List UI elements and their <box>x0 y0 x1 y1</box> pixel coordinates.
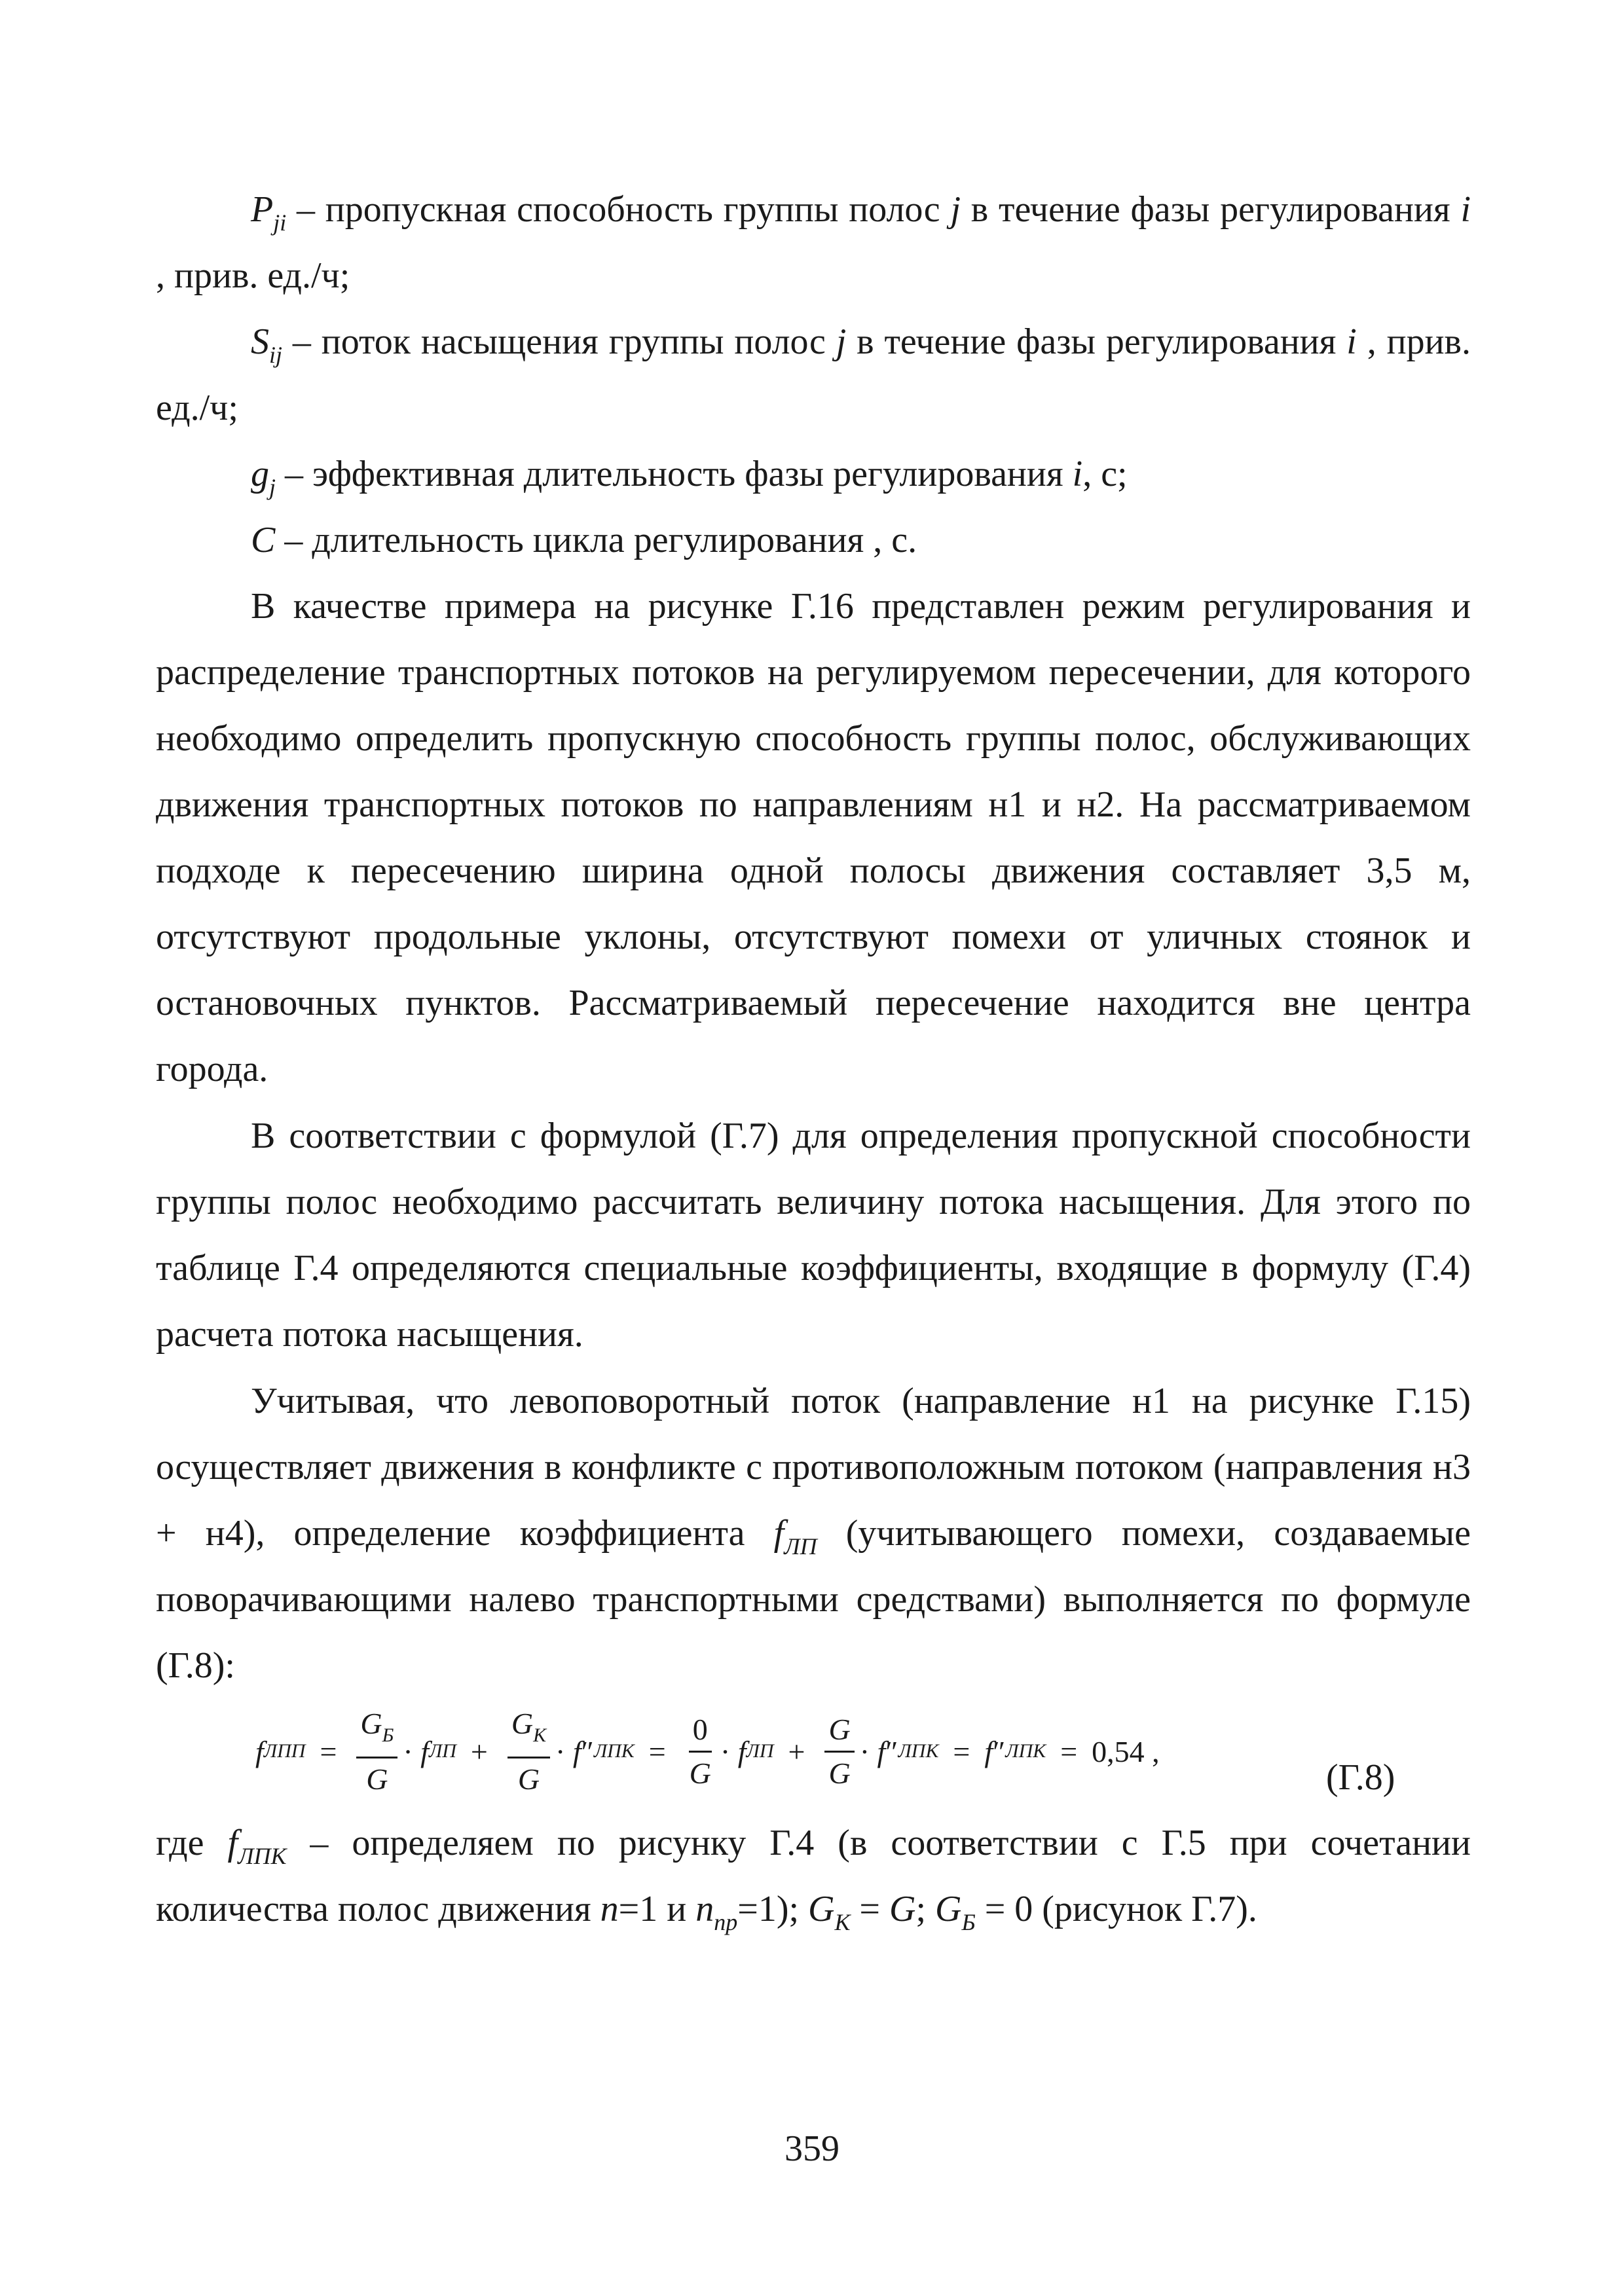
formula-prime: ″ <box>993 1734 1006 1768</box>
symbol-n-subscript: пр <box>714 1909 738 1935</box>
symbol-g: G <box>935 1889 962 1929</box>
paragraph-text: Учитывая, что левоповоротный поток (направление н1 на рисунке Г.15) осуществляет движения в конфликте с противоположным потоком (направления н3 + н4), определение коэффициента <box>156 1381 1471 1554</box>
formula-result: 0,54 <box>1092 1734 1145 1768</box>
formula-subscript: К <box>533 1724 547 1746</box>
formula-g8 <box>255 1692 1447 1810</box>
formula-operator: = <box>1060 1734 1078 1768</box>
symbol-n: n <box>695 1889 714 1929</box>
symbol-f-subscript: ЛП <box>784 1533 817 1559</box>
formula-g: G <box>828 1712 851 1746</box>
definition-text: , с; <box>1082 454 1128 494</box>
fraction-0-g <box>686 1713 715 1791</box>
definition-text: – пропускная способность группы полос <box>286 189 951 230</box>
formula-g: G <box>366 1762 388 1796</box>
paragraph-text: В качестве примера на рисунке Г.16 представлен режим регулирования и распределение транспортных потоков на регулируемом пересечении, для которого необходимо определить пропускную способность группы полос, обслуживающих движения транспортных потоков по направлениям н1 и н2. На рассматриваемом подходе к пересечению ширина одной полосы движения составляет 3,5 м, отсутствуют продольные уклоны, отсутствуют помехи от уличных стоянок и остановочных пунктов. Рассматриваемый пересечение находится вне центра города. <box>156 586 1471 1089</box>
formula-operator: · <box>403 1734 413 1768</box>
symbol-i: i <box>1072 454 1083 494</box>
formula-f: f <box>737 1734 747 1768</box>
fraction-g-g <box>824 1713 854 1791</box>
formula-operator: + <box>788 1734 805 1768</box>
symbol-f: f <box>773 1513 784 1554</box>
definition-sij <box>156 309 1471 441</box>
paragraph-text: = 0 (рисунок Г.7). <box>975 1889 1257 1929</box>
symbol-i: i <box>1460 189 1471 230</box>
symbol-g: G <box>889 1889 916 1929</box>
formula-operator: · <box>859 1734 870 1768</box>
definition-text: в течение фазы регулирования <box>961 189 1461 230</box>
formula-f: f <box>255 1734 264 1768</box>
symbol-g-subscript: Б <box>961 1909 976 1935</box>
symbol-j: j <box>950 189 961 230</box>
definition-text: , прив. ед./ч; <box>156 321 1471 428</box>
formula-subscript: ЛПК <box>1005 1740 1046 1762</box>
paragraph-text: =1 и <box>618 1889 696 1929</box>
paragraph-example <box>156 574 1471 1102</box>
symbol-i: i <box>1346 321 1357 362</box>
formula-operator: = <box>648 1734 666 1768</box>
fraction-gk-g <box>507 1707 550 1796</box>
definition-pji <box>156 177 1471 309</box>
symbol-p-subscript: ji <box>273 210 287 236</box>
paragraph-text: = <box>850 1889 889 1929</box>
formula-g: G <box>360 1706 382 1740</box>
paragraph-formula-g7 <box>156 1103 1471 1368</box>
formula-f: f <box>877 1734 886 1768</box>
paragraph-text: ; <box>915 1889 935 1929</box>
formula-operator: + <box>470 1734 488 1768</box>
definition-gj <box>156 441 1471 507</box>
symbol-n: n <box>600 1889 619 1929</box>
definition-text: – длительность цикла регулирования , с. <box>275 520 917 560</box>
formula-zero: 0 <box>689 1713 712 1753</box>
formula-f: f <box>572 1734 581 1768</box>
symbol-g-subscript: К <box>834 1909 851 1935</box>
formula-g: G <box>517 1762 540 1796</box>
paragraph-text: где <box>156 1823 228 1863</box>
symbol-g: g <box>251 454 269 494</box>
formula-f: f <box>984 1734 993 1768</box>
formula-operator: · <box>555 1734 566 1768</box>
formula-g: G <box>511 1706 534 1740</box>
definition-text: , прив. ед./ч; <box>156 255 350 296</box>
formula-subscript: ЛПК <box>593 1740 635 1762</box>
formula-subscript: ЛПК <box>898 1740 939 1762</box>
formula-operator: = <box>320 1734 337 1768</box>
symbol-f-subscript: ЛПК <box>238 1843 287 1869</box>
formula-operator: = <box>953 1734 970 1768</box>
formula-g: G <box>828 1756 851 1790</box>
symbol-j: j <box>836 321 847 362</box>
fraction-gb-g <box>356 1707 397 1796</box>
paragraph-text: =1); <box>737 1889 809 1929</box>
symbol-f: f <box>227 1823 238 1863</box>
paragraph-text: В соответствии с формулой (Г.7) для определения пропускной способности группы полос необходимо рассчитать величину потока насыщения. Для этого по таблице Г.4 определяются специальные коэффициенты, входящие в формулу (Г.4) расчета потока насыщения. <box>156 1116 1471 1355</box>
definition-text: – эффективная длительность фазы регулирования <box>276 454 1073 494</box>
formula-subscript: ЛПП <box>263 1740 306 1762</box>
equation-number: (Г.8) <box>1326 1757 1395 1798</box>
formula-subscript: Б <box>382 1724 394 1746</box>
definition-text: в течение фазы регулирования <box>846 321 1347 362</box>
symbol-p: P <box>251 189 274 230</box>
symbol-g-subscript: j <box>269 474 276 500</box>
symbol-c: C <box>251 520 276 560</box>
symbol-g: G <box>808 1889 835 1929</box>
definition-c <box>156 507 1471 574</box>
paragraph-left-turn <box>156 1368 1471 1699</box>
formula-prime: ″ <box>581 1734 594 1768</box>
symbol-s-subscript: ij <box>269 342 283 368</box>
formula-f: f <box>420 1734 429 1768</box>
formula-comma: , <box>1152 1734 1160 1768</box>
paragraph-text: (учитывающего помехи, создаваемые поворачивающими налево транспортными средствами) выполняется по формуле (Г.8): <box>156 1513 1471 1686</box>
paragraph-where <box>156 1810 1471 1942</box>
formula-g: G <box>689 1756 711 1790</box>
formula-subscript: ЛП <box>746 1740 774 1762</box>
formula-subscript: ЛП <box>428 1740 456 1762</box>
symbol-s: S <box>251 321 269 362</box>
page-number: 359 <box>784 2128 840 2169</box>
paragraph-text: – определяем по рисунку Г.4 (в соответствии с Г.5 при сочетании количества полос движения <box>156 1823 1471 1929</box>
definition-text: – поток насыщения группы полос <box>282 321 836 362</box>
formula-prime: ″ <box>885 1734 898 1768</box>
formula-operator: · <box>720 1734 731 1768</box>
